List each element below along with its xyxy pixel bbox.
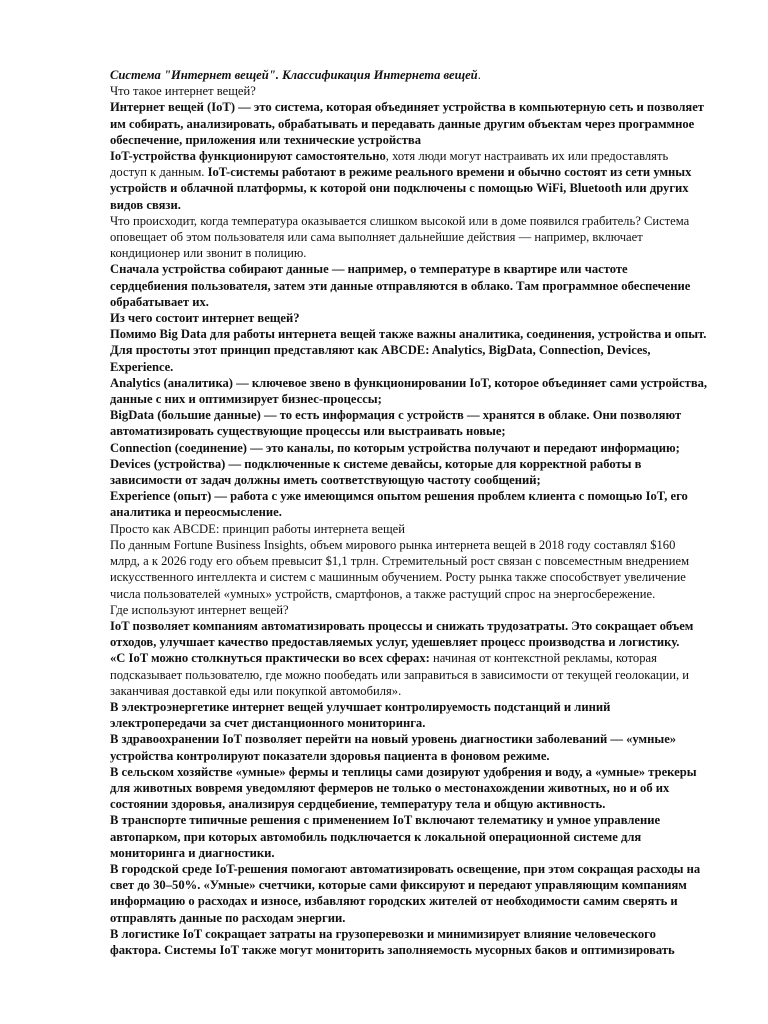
caption-abcde: Просто как ABCDE: принцип работы интернета вещей <box>110 521 405 536</box>
paragraph-logistics: В логистике IoT сокращает затраты на грузоперевозки и минимизирует влияние человеческого фактора. Системы IoT также могут мониторить заполняемость мусорных баков и оптимизировать <box>110 926 675 957</box>
item-experience: Experience (опыт) — работа с уже имеющимся опытом решения проблем клиента с помощью IoT, его аналитика и переосмысление. <box>110 489 688 520</box>
paragraph-data-flow: Сначала устройства собирают данные — например, о температуре в квартире или частоте сердцебиения пользователя, затем эти данные отправляются в облако. Там программное обеспечение обрабатывает их. <box>110 262 691 309</box>
quote-tail: начиная от контекстной рекламы, которая подсказывает пользователю, где можно пообедать или заправиться в зависимости от текущей геолокации, и заканчивая доставкой еды или покупкой автомобиля». <box>110 651 690 698</box>
paragraph-healthcare: В здравоохранении IoT позволяет перейти на новый уровень диагностики заболеваний — «умные» устройства контролируют показатели здоровья пациента в фоновом режиме. <box>110 732 677 763</box>
iot-devices-lead: IoT-устройства функционируют самостоятельно <box>110 149 386 164</box>
question-where-used: Где используют интернет вещей? <box>110 602 289 617</box>
paragraph-automation: IoT позволяет компаниям автоматизировать процессы и снижать трудозатраты. Это сокращает объем отходов, улучшает качество предоставляемых услуг, удешевляет процесс производства и логистику. <box>110 618 694 650</box>
iot-devices-middle: , хотя люди могут настраивать их или предоставлять доступ к данным. <box>110 149 669 180</box>
paragraph-agriculture: В сельском хозяйстве «умные» фермы и теплицы сами дозируют удобрения и воду, а «умные» трекеры для животных вовремя уведомляют фермеров не только о местонахождении животных, но и об их состоянии здоровья, анализируя сердцебиение, температуру тела и общую активность. <box>110 764 697 812</box>
item-connection: Connection (соединение) — это каналы, по которым устройства получают и передают информацию; <box>110 440 680 455</box>
question-what-is-iot: Что такое интернет вещей? <box>110 84 256 99</box>
paragraph-example: Что происходит, когда температура оказывается слишком высокой или в доме появился грабитель? Система оповещает об этом пользователя или сама выполняет дальнейшие действия — например, включает кондиционер или звонит в полицию. <box>110 213 690 261</box>
paragraph-iot-definition: Интернет вещей (IoT) — это система, которая объединяет устройства в компьютерную сеть и позволяет им собирать, анализировать, обрабатывать и передавать данные другим объектам через программное обеспечение, приложения или технические устройства <box>110 100 704 147</box>
paragraph-energy: В электроэнергетике интернет вещей улучшает контролируемость подстанций и линий электропередачи за счет дистанционного мониторинга. <box>110 699 611 731</box>
paragraph-market: По данным Fortune Business Insights, объем мирового рынка интернета вещей в 2018 году составлял $160 млрд, а к 2026 году его объем превысит $1,1 трлн. Стремительный рост связан с повсеместным внедрением искусственного интеллекта и систем с машинным обучением. Росту рынка также способствует увеличение числа пользователей «умных» устройств, смартфонов, а также растущий спрос на энергосбережение. <box>110 537 690 601</box>
title-period: . <box>477 68 481 82</box>
paragraph-quote <box>110 650 708 699</box>
quote-lead: «С IoT можно столкнуться практически во всех сферах: <box>110 651 430 666</box>
paragraph-city: В городской среде IoT-решения помогают автоматизировать освещение, при этом сокращая расходы на свет до 30–50%. «Умные» счетчики, которые сами фиксируют и передают управляющим компаниям информацию о расходах и износе, избавляют городских жителей от необходимости самим сверять и отправлять данные по расходам энергии. <box>110 861 701 925</box>
paragraph-transport: В транспорте типичные решения с применением IoT включают телематику и умное управление автопарком, при которых автомобиль подключается к локальной операционной системе для мониторинга и диагностики. <box>110 813 661 860</box>
document-title <box>110 67 708 83</box>
iot-devices-tail: IoT-системы работают в режиме реального времени и обычно состоят из сети умных устройств и облачной платформы, к которой они подключены с помощью WiFi, Bluetooth или других видов связи. <box>110 165 692 212</box>
title-text: Система "Интернет вещей". Классификация Интернета вещей <box>110 68 478 82</box>
item-devices: Devices (устройства) — подключенные к системе девайсы, которые для корректной работы в зависимости от задач должны иметь соответствующую частоту сообщений; <box>110 456 642 488</box>
item-analytics: Analytics (аналитика) — ключевое звено в функционировании IoT, которое объединяет сами устройства, данные с них и оптимизирует бизнес-процессы; <box>110 375 708 407</box>
paragraph-abcde: Помимо Big Data для работы интернета вещей также важны аналитика, соединения, устройства и опыт. Для простоты этот принцип представляют как ABCDE: Analytics, BigData, Connection, Devices, Experience. <box>110 327 707 374</box>
paragraph-iot-devices <box>110 148 708 213</box>
item-bigdata: BigData (большие данные) — то есть информация с устройств — хранятся в облаке. Они позволяют автоматизировать существующие процессы или выстраивать новые; <box>110 408 682 439</box>
question-components: Из чего состоит интернет вещей? <box>110 311 300 326</box>
